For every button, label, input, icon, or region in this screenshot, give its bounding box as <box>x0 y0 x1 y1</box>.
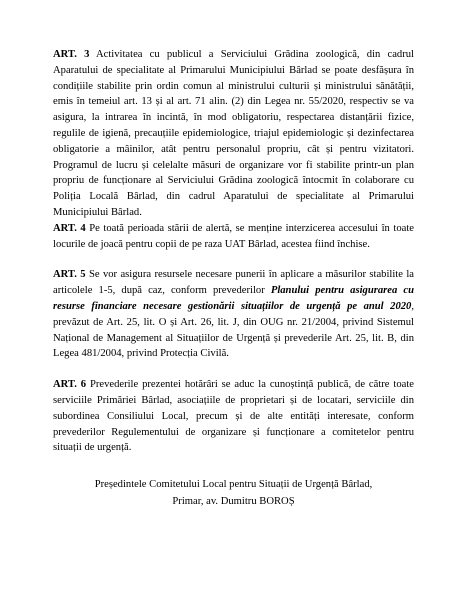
article-3-label: ART. 3 <box>53 49 90 60</box>
signature-name: Primar, av. Dumitru BOROȘ <box>172 496 295 508</box>
signature-block <box>53 476 414 510</box>
article-3 <box>53 47 414 221</box>
article-3-text: Activitatea cu publicul a Serviciului Grădina zoologică, din cadrul Aparatului de specialitate al Primarului Municipiului Bârlad se poate desfășura în condițiile stabilite prin ordin comun al ministrului culturii și ministrului sănătății, emis în temeiul art. 13 și al art. 71 alin. (2) din Legea nr. 55/2020, respectiv se va asigura, la intrarea în incintă, în mod obligatoriu, respectarea distanțării fizice, regulile de igienă, precauțiile epidemiologice, triajul epidemiologic și dezinfectarea obligatorie a mâinilor, atât pentru personalul propriu, cât și pentru vizitatori. Programul de lucru și celelalte măsuri de organizare vor fi stabilite printr-un plan propriu de funcționare al Serviciului Grădina zoologică întocmit în colaborare cu Poliția Locală Bârlad, din cadrul Aparatului de specialitate al Primarului Municipiului Bârlad. <box>53 49 414 218</box>
article-6-text: Prevederile prezentei hotărâri se aduc la cunoștință publică, de către toate serviciile Primăriei Bârlad, asociațiile de proprietari și de locatari, serviciile din subordinea Consiliului Local, precum și de alte entități interesate, conform prevederilor Regulementului de organizare și funcționare a comitetelor pentru situații de urgență. <box>53 379 414 454</box>
article-5-text-before: Se vor asigura resursele necesare punerii în aplicare a măsurilor stabilite la articolele 1-5, după caz, conform prevederilor <box>53 269 414 297</box>
article-4-label: ART. 4 <box>53 222 86 234</box>
signature-title: Președintele Comitetului Local pentru Situații de Urgență Bârlad, <box>94 479 373 491</box>
article-5 <box>53 267 414 362</box>
article-5-label: ART. 5 <box>53 269 86 281</box>
article-6-label: ART. 6 <box>53 379 87 391</box>
article-4-text: Pe toată perioada stării de alertă, se menține interzicerea accesului în toate locurile de joacă pentru copii de pe raza UAT Bârlad, acestea fiind închise. <box>53 222 414 250</box>
article-5-text-after: , prevăzut de Art. 25, lit. O și Art. 26, lit. J, din OUG nr. 21/2004, privind Sistemul Național de Management al Situațiilor de Urgență și prevederile Art. 25, lit. B, din Legea 481/2004, privind Protecția Civilă. <box>53 300 414 360</box>
article-4 <box>53 221 414 253</box>
article-5-plan-title: Planului pentru asigurarea cu resurse financiare necesare gestionării situațiilor de urgență pe anul 2020 <box>53 285 414 312</box>
article-6 <box>53 377 414 456</box>
